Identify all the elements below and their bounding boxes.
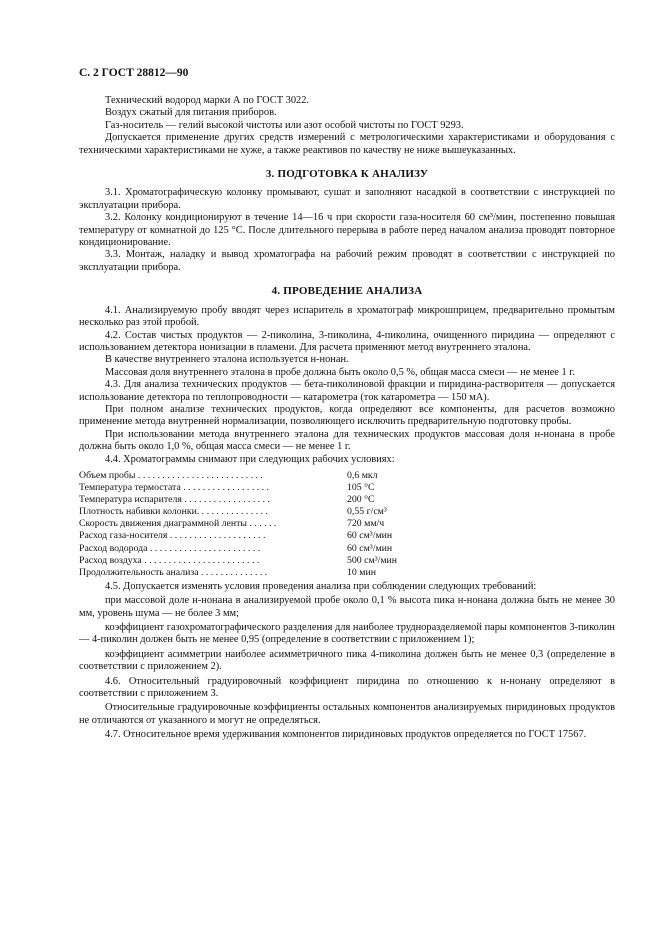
paragraph-4-7: 4.7. Относительное время удерживания компонентов пиридиновых продуктов определяется по ГОСТ 17567. bbox=[105, 729, 587, 741]
condition-row bbox=[79, 470, 615, 482]
condition-label: Плотность набивки колонки. . . . . . . . . . . . . . . bbox=[79, 506, 268, 518]
condition-value: 0,6 мкл bbox=[347, 469, 378, 481]
materials-carrier-gas: Газ-носитель — гелий высокой чистоты или азот особой чистоты по ГОСТ 9293. bbox=[105, 119, 464, 131]
condition-row bbox=[79, 482, 615, 494]
paragraph-4-2-mass: Массовая доля внутреннего эталона в пробе должна быть около 0,5 %, общая масса смеси — не менее 1 г. bbox=[105, 366, 575, 378]
paragraph-4-2: 4.2. Состав чистых продуктов — 2-пиколина, 3-пиколина, 4-пиколина, очищенного пиридина — определяют с использованием детектора ионизации в пламени. Для расчета применяют метод внутреннего эталона. bbox=[79, 329, 615, 353]
condition-label: Температура термостата . . . . . . . . . . . . . . . . . . bbox=[79, 482, 269, 494]
condition-value: 500 см³/мин bbox=[347, 554, 398, 566]
condition-row bbox=[79, 530, 615, 542]
paragraph-4-1: 4.1. Анализируемую пробу вводят через испаритель в хроматограф микрошприцем, предварительно промытым несколько раз этой пробой. bbox=[79, 304, 615, 329]
page-header: С. 2 ГОСТ 28812—90 bbox=[79, 67, 189, 79]
materials-substitution-note: Допускается применение других средств измерений с метрологическими характеристиками и оборудования с техническими характеристиками не хуже, а также реактивов по качеству не ниже вышеуказанных. bbox=[79, 132, 615, 156]
materials-hydrogen: Технический водород марки А по ГОСТ 3022. bbox=[105, 95, 310, 106]
condition-row bbox=[79, 518, 615, 530]
condition-value: 0,55 г/см³ bbox=[347, 506, 387, 518]
paragraph-4-3-standard: При использовании метода внутреннего эталона для технических продуктов массовая доля н-нонана в пробе должна быть около 1,0 %, общая масса смеси — не менее 1 г. bbox=[79, 428, 615, 453]
condition-value: 720 мм/ч bbox=[347, 518, 385, 530]
condition-value: 60 см³/мин bbox=[347, 542, 393, 554]
condition-value: 60 см³/мин bbox=[347, 530, 393, 542]
condition-row bbox=[79, 506, 615, 518]
condition-row bbox=[79, 555, 615, 567]
page-body bbox=[79, 95, 615, 742]
condition-label: Расход водорода . . . . . . . . . . . . . . . . . . . . . . . bbox=[79, 542, 261, 554]
paragraph-4-5: 4.5. Допускается изменять условия проведения анализа при соблюдении следующих требований: bbox=[105, 580, 537, 592]
requirement-asymmetry: коэффициент асимметрии наиболее асимметричного пика 4-пиколина должен быть не менее 0,3 (определение в соответствии с приложением 2). bbox=[79, 648, 615, 673]
condition-label: Продолжительность анализа . . . . . . . . . . . . . . bbox=[79, 566, 268, 578]
section-4-heading: 4. ПРОВЕДЕНИЕ АНАЛИЗА bbox=[271, 285, 423, 298]
condition-label: Скорость движения диаграммной ленты . . . . . . bbox=[79, 518, 277, 530]
paragraph-4-3-normalization: При полном анализе технических продуктов, когда определяют все компоненты, для расчетов возможно применение метода внутренней нормализации, позволяющего исключить предварительную подготовку пробы. bbox=[79, 403, 615, 428]
condition-value: 105 °С bbox=[347, 482, 375, 494]
condition-row bbox=[79, 494, 615, 506]
conditions-list bbox=[79, 470, 615, 579]
paragraph-4-4: 4.4. Хроматограммы снимают при следующих рабочих условиях: bbox=[105, 453, 395, 465]
condition-value: 10 мин bbox=[347, 566, 376, 578]
condition-label: Расход газа-носителя . . . . . . . . . . . . . . . . . . . . bbox=[79, 530, 266, 542]
materials-air: Воздух сжатый для питания приборов. bbox=[105, 107, 277, 119]
condition-label: Расход воздуха . . . . . . . . . . . . . . . . . . . . . . . . bbox=[79, 554, 260, 566]
section-3-heading: 3. ПОДГОТОВКА К АНАЛИЗУ bbox=[265, 168, 429, 181]
condition-value: 200 °С bbox=[347, 494, 375, 506]
requirement-separation: коэффициент газохроматографического разделения для наиболее трудноразделяемой пары компонентов 3-пиколин — 4-пиколин должен быть не менее 0,95 (определение в соответствии с приложением 1); bbox=[79, 622, 615, 646]
condition-label: Объем пробы . . . . . . . . . . . . . . . . . . . . . . . . . . bbox=[79, 469, 263, 481]
paragraph-3-1: 3.1. Хроматографическую колонку промывают, сушат и заполняют насадкой в соответствии с инструкцией по эксплуатации прибора. bbox=[79, 187, 615, 211]
condition-label: Температура испарителя . . . . . . . . . . . . . . . . . . bbox=[79, 494, 271, 506]
paragraph-4-6: 4.6. Относительный градуировочный коэффициент пиридина по отношению к н-нонану определяют в соответствии с приложением 3. bbox=[79, 675, 615, 700]
condition-row bbox=[79, 543, 615, 555]
requirement-peak-height: при массовой доле н-нонана в анализируемой пробе около 0,1 % высота пика н-нонана должна быть не менее 30 мм, уровень шума — не более 3 мм; bbox=[79, 595, 615, 619]
paragraph-4-6-other: Относительные градуировочные коэффициенты остальных компонентов анализируемых пиридиновых продуктов не отличаются от указанного и могут не определяться. bbox=[79, 702, 615, 726]
paragraph-4-3: 4.3. Для анализа технических продуктов — бета-пиколиновой фракции и пиридина-растворителя — допускается использование детектора по теплопроводности — катарометра (ток катарометра — 150 мА). bbox=[79, 379, 615, 403]
paragraph-3-3: 3.3. Монтаж, наладку и вывод хроматографа на рабочий режим проводят в соответствии с инструкцией по эксплуатации прибора. bbox=[79, 249, 615, 273]
paragraph-3-2: 3.2. Колонку кондиционируют в течение 14—16 ч при скорости газа-носителя 60 см³/мин, постепенно повышая температуру от комнатной до 125 °С. После длительного перерыва в работе перед началом анализа проводят повторное кондиционирование. bbox=[79, 212, 615, 249]
paragraph-4-2-standard: В качестве внутреннего эталона используется н-нонан. bbox=[105, 354, 349, 366]
condition-row bbox=[79, 567, 615, 579]
